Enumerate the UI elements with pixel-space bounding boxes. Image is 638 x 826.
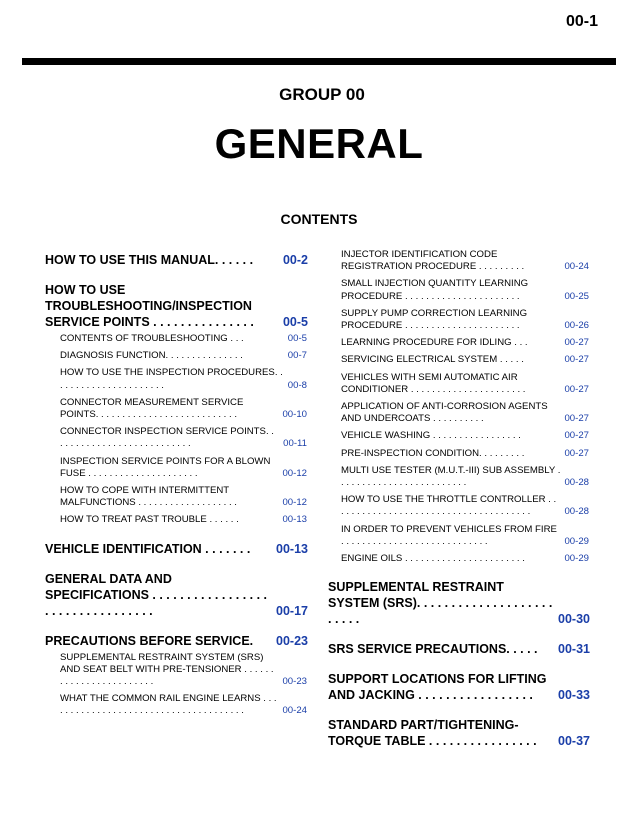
toc-entry-page[interactable]: 00-27: [564, 430, 589, 442]
toc-entry[interactable]: [328, 249, 590, 273]
toc-entry-page[interactable]: 00-2: [282, 253, 308, 267]
toc-entry-text: IN ORDER TO PREVENT VEHICLES FROM FIRE . . . . . . . . . . . . . . . . . . . . . . . . . . . .: [341, 523, 557, 547]
toc-entry[interactable]: [328, 372, 590, 396]
toc-right-column: [328, 249, 590, 749]
toc-entry-page[interactable]: 00-8: [287, 379, 307, 391]
toc-entry-text: MULTI USE TESTER (M.U.T.-III) SUB ASSEMBLY . . . . . . . . . . . . . . . . . . . . . . . . .: [341, 464, 561, 489]
toc-entry-text: LEARNING PROCEDURE FOR IDLING . . .: [341, 337, 528, 349]
toc-entry-page[interactable]: 00-28: [564, 506, 589, 518]
main-title: GENERAL: [214, 120, 424, 167]
toc-entry-text: VEHICLE WASHING . . . . . . . . . . . . . . . . .: [341, 430, 521, 442]
toc-entry-text: CONNECTOR MEASUREMENT SERVICE POINTS. . . . . . . . . . . . . . . . . . . . . . . . . . .: [60, 396, 244, 421]
toc-entry[interactable]: [45, 397, 308, 421]
toc-entry-page[interactable]: 00-31: [558, 642, 590, 657]
toc-entry[interactable]: [328, 671, 590, 703]
toc-entry-text: SMALL INJECTION QUANTITY LEARNING PROCEDURE . . . . . . . . . . . . . . . . . . . . . .: [341, 278, 529, 302]
toc-entry-text: DIAGNOSIS FUNCTION. . . . . . . . . . . . . . .: [60, 350, 243, 362]
toc-entry-page[interactable]: 00-29: [564, 535, 589, 547]
toc-entry[interactable]: [45, 333, 308, 345]
toc-entry-page[interactable]: 00-37: [558, 734, 590, 749]
toc-entry-page[interactable]: 00-13: [276, 541, 308, 556]
toc-entry-text: PRECAUTIONS BEFORE SERVICE.: [45, 633, 254, 648]
toc-entry[interactable]: [328, 524, 590, 548]
page-number: 00-1: [565, 13, 598, 30]
toc-entry[interactable]: [328, 494, 590, 518]
toc-entry-text: VEHICLE IDENTIFICATION . . . . . . .: [45, 541, 251, 556]
toc-entry-page[interactable]: 00-25: [564, 290, 589, 302]
group-title: GROUP 00: [279, 85, 365, 104]
toc-entry-text: INSPECTION SERVICE POINTS FOR A BLOWN FUSE . . . . . . . . . . . . . . . . . . . . .: [60, 455, 271, 479]
toc-entry[interactable]: [328, 579, 590, 627]
toc-entry-text: CONNECTOR INSPECTION SERVICE POINTS. . . . . . . . . . . . . . . . . . . . . . . . . . .: [60, 426, 274, 450]
toc-entry[interactable]: [45, 652, 308, 689]
toc-entry[interactable]: [328, 308, 590, 332]
toc-entry[interactable]: [45, 350, 308, 362]
toc-entry-page[interactable]: 00-27: [564, 337, 589, 349]
toc-entry-page[interactable]: 00-11: [283, 438, 307, 450]
toc-entry-text: HOW TO TREAT PAST TROUBLE . . . . . .: [60, 514, 239, 526]
toc-entry[interactable]: [45, 693, 308, 717]
toc-left-column: [45, 252, 308, 718]
toc-entry-text: INJECTOR IDENTIFICATION CODE REGISTRATION PROCEDURE . . . . . . . . .: [341, 249, 525, 273]
toc-entry-page[interactable]: 00-30: [558, 612, 590, 627]
toc-entry-page[interactable]: 00-12: [282, 467, 307, 479]
toc-entry-text: APPLICATION OF ANTI-CORROSION AGENTS AND UNDERCOATS . . . . . . . . . .: [341, 401, 548, 425]
toc-entry[interactable]: [328, 278, 590, 302]
toc-entry-text: ENGINE OILS . . . . . . . . . . . . . . . . . . . . . . .: [341, 553, 525, 565]
toc-entry-text: SRS SERVICE PRECAUTIONS. . . . .: [328, 642, 538, 657]
toc-entry-text: SUPPLEMENTAL RESTRAINT SYSTEM (SRS). . . . . . . . . . . . . . . . . . . . . . . . .: [328, 580, 553, 627]
toc-entry[interactable]: [45, 252, 308, 268]
header-rule: [22, 58, 616, 65]
toc-entry-page[interactable]: 00-29: [564, 553, 589, 565]
toc-entry[interactable]: [328, 553, 590, 565]
toc-entry-page[interactable]: 00-23: [276, 633, 308, 648]
toc-entry-page[interactable]: 00-27: [564, 354, 589, 366]
toc-entry-page[interactable]: 00-5: [282, 315, 308, 329]
toc-entry[interactable]: [45, 571, 308, 619]
toc-entry-page[interactable]: 00-24: [564, 261, 589, 273]
contents-heading: CONTENTS: [280, 211, 358, 227]
toc-entry-page[interactable]: 00-33: [558, 688, 590, 703]
toc-entry-page[interactable]: 00-28: [564, 477, 589, 489]
toc-entry[interactable]: [328, 465, 590, 489]
toc-entry-text: SERVICING ELECTRICAL SYSTEM . . . . .: [341, 354, 524, 366]
toc-entry-page[interactable]: 00-10: [282, 409, 307, 421]
toc-entry-page[interactable]: 00-17: [276, 603, 308, 618]
toc-entry[interactable]: [45, 426, 308, 450]
toc-entry-text: HOW TO USE THIS MANUAL. . . . . .: [45, 253, 254, 267]
toc-entry[interactable]: [45, 633, 308, 649]
toc-entry[interactable]: [45, 541, 308, 557]
toc-entry-text: WHAT THE COMMON RAIL ENGINE LEARNS . . . . . . . . . . . . . . . . . . . . . . . . . . . . . . . . . . . . . .: [60, 693, 277, 717]
toc-entry-page[interactable]: 00-27: [564, 383, 589, 395]
toc-entry[interactable]: [45, 514, 308, 526]
toc-entry-text: PRE-INSPECTION CONDITION. . . . . . . . .: [341, 447, 525, 459]
toc-entry[interactable]: [328, 448, 590, 460]
toc-entry-page[interactable]: 00-5: [287, 333, 307, 344]
toc-entry-page[interactable]: 00-13: [282, 514, 307, 526]
toc-entry-text: HOW TO USE THE INSPECTION PROCEDURES. . . . . . . . . . . . . . . . . . . . . .: [60, 367, 283, 391]
toc-entry[interactable]: [328, 641, 590, 657]
toc-entry[interactable]: [328, 430, 590, 442]
toc-entry-page[interactable]: 00-12: [282, 497, 307, 509]
toc-entry-page[interactable]: 00-24: [282, 705, 307, 717]
toc-entry[interactable]: [328, 337, 590, 349]
toc-entry-page[interactable]: 00-27: [564, 447, 589, 459]
toc-entry-text: HOW TO COPE WITH INTERMITTENT MALFUNCTIONS . . . . . . . . . . . . . . . . . . .: [60, 485, 237, 509]
toc-entry-text: HOW TO USE TROUBLESHOOTING/INSPECTION SERVICE POINTS . . . . . . . . . . . . . . .: [45, 283, 254, 329]
toc-entry[interactable]: [45, 367, 308, 391]
toc-entry-text: CONTENTS OF TROUBLESHOOTING . . .: [60, 333, 244, 344]
toc-entry[interactable]: [45, 485, 308, 509]
toc-entry[interactable]: [45, 456, 308, 480]
toc-entry-text: SUPPLY PUMP CORRECTION LEARNING PROCEDURE . . . . . . . . . . . . . . . . . . . . . .: [341, 307, 528, 332]
toc-entry-text: GENERAL DATA AND SPECIFICATIONS . . . . . . . . . . . . . . . . . . . . . . . . . . . . . . . . .: [45, 571, 268, 618]
toc-entry-text: STANDARD PART/TIGHTENING-TORQUE TABLE . . . . . . . . . . . . . . . .: [328, 718, 537, 749]
toc-entry-text: HOW TO USE THE THROTTLE CONTROLLER . . . . . . . . . . . . . . . . . . . . . . . . . . . . . . . . . . . . . .: [341, 494, 557, 518]
toc-entry-page[interactable]: 00-26: [564, 320, 589, 332]
toc-entry-text: SUPPORT LOCATIONS FOR LIFTING AND JACKING . . . . . . . . . . . . . . . . .: [328, 672, 547, 703]
toc-entry-text: VEHICLES WITH SEMI AUTOMATIC AIR CONDITIONER . . . . . . . . . . . . . . . . . . . . . .: [341, 371, 526, 395]
toc-entry-page[interactable]: 00-27: [564, 413, 589, 425]
toc-entry[interactable]: [45, 282, 308, 330]
toc-entry-text: SUPPLEMENTAL RESTRAINT SYSTEM (SRS) AND SEAT BELT WITH PRE-TENSIONER . . . . . . . . . . . . . . . . . . . . . . . .: [60, 651, 274, 688]
toc-entry[interactable]: [328, 717, 590, 749]
toc-entry[interactable]: [328, 401, 590, 425]
toc-entry-page[interactable]: 00-23: [282, 676, 307, 688]
toc-entry[interactable]: [328, 354, 590, 366]
toc-entry-page[interactable]: 00-7: [287, 350, 307, 362]
